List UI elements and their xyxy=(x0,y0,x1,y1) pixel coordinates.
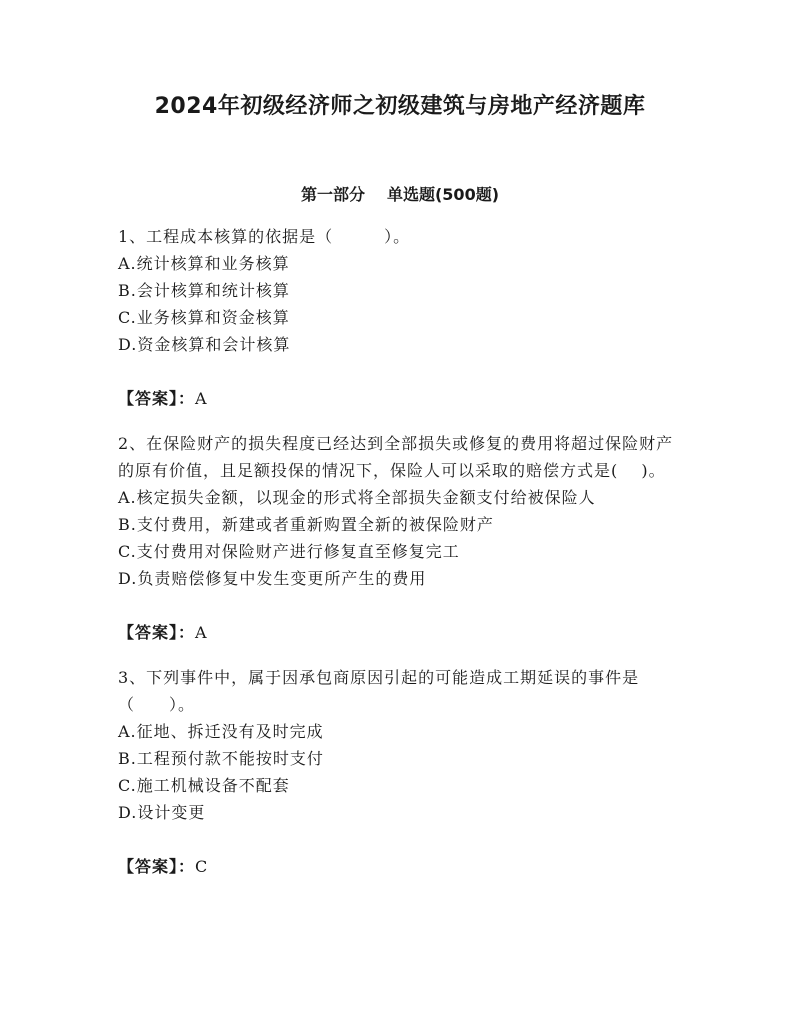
question-item xyxy=(118,664,688,880)
option-b: B.工程预付款不能按时支付 xyxy=(118,749,324,768)
option-d: D.资金核算和会计核算 xyxy=(118,335,291,354)
option-c: C.业务核算和资金核算 xyxy=(118,308,290,327)
answer-separator: ： xyxy=(178,857,196,876)
answer-value: A xyxy=(195,389,208,408)
answer-separator: ： xyxy=(178,389,196,408)
answer-line xyxy=(118,853,688,880)
question-stem: 1、工程成本核算的依据是（ ）。 xyxy=(118,227,411,246)
question-item xyxy=(118,223,688,412)
option-b: B.支付费用，新建或者重新购置全新的被保险财产 xyxy=(118,515,494,534)
question-list xyxy=(118,223,688,898)
question-stem: 3、下列事件中，属于因承包商原因引起的可能造成工期延误的事件是（ ）。 xyxy=(118,668,640,714)
answer-separator: ： xyxy=(178,623,196,642)
option-d: D.负责赔偿修复中发生变更所产生的费用 xyxy=(118,569,427,588)
document-title: 2024年初级经济师之初级建筑与房地产经济题库 xyxy=(154,94,646,119)
option-a: A.征地、拆迁没有及时完成 xyxy=(118,722,324,741)
section-title xyxy=(0,182,800,208)
answer-label: 【答案】 xyxy=(118,389,179,408)
option-a: A.核定损失金额，以现金的形式将全部损失金额支付给被保险人 xyxy=(118,488,596,507)
option-d: D.设计变更 xyxy=(118,803,206,822)
question-item xyxy=(118,430,688,646)
answer-value: C xyxy=(195,857,209,876)
answer-value: A xyxy=(195,623,208,642)
question-stem: 2、在保险财产的损失程度已经达到全部损失或修复的费用将超过保险财产的原有价值，且足额投保的情况下，保险人可以采取的赔偿方式是( )。 xyxy=(118,434,674,480)
answer-line xyxy=(118,619,688,646)
answer-label: 【答案】 xyxy=(118,623,179,642)
option-a: A.统计核算和业务核算 xyxy=(118,254,290,273)
section-part: 第一部分 xyxy=(300,185,365,204)
option-b: B.会计核算和统计核算 xyxy=(118,281,290,300)
answer-line xyxy=(118,385,688,412)
option-c: C.施工机械设备不配套 xyxy=(118,776,290,795)
answer-label: 【答案】 xyxy=(118,857,179,876)
section-name: 单选题(500题) xyxy=(386,185,500,204)
option-c: C.支付费用对保险财产进行修复直至修复完工 xyxy=(118,542,460,561)
